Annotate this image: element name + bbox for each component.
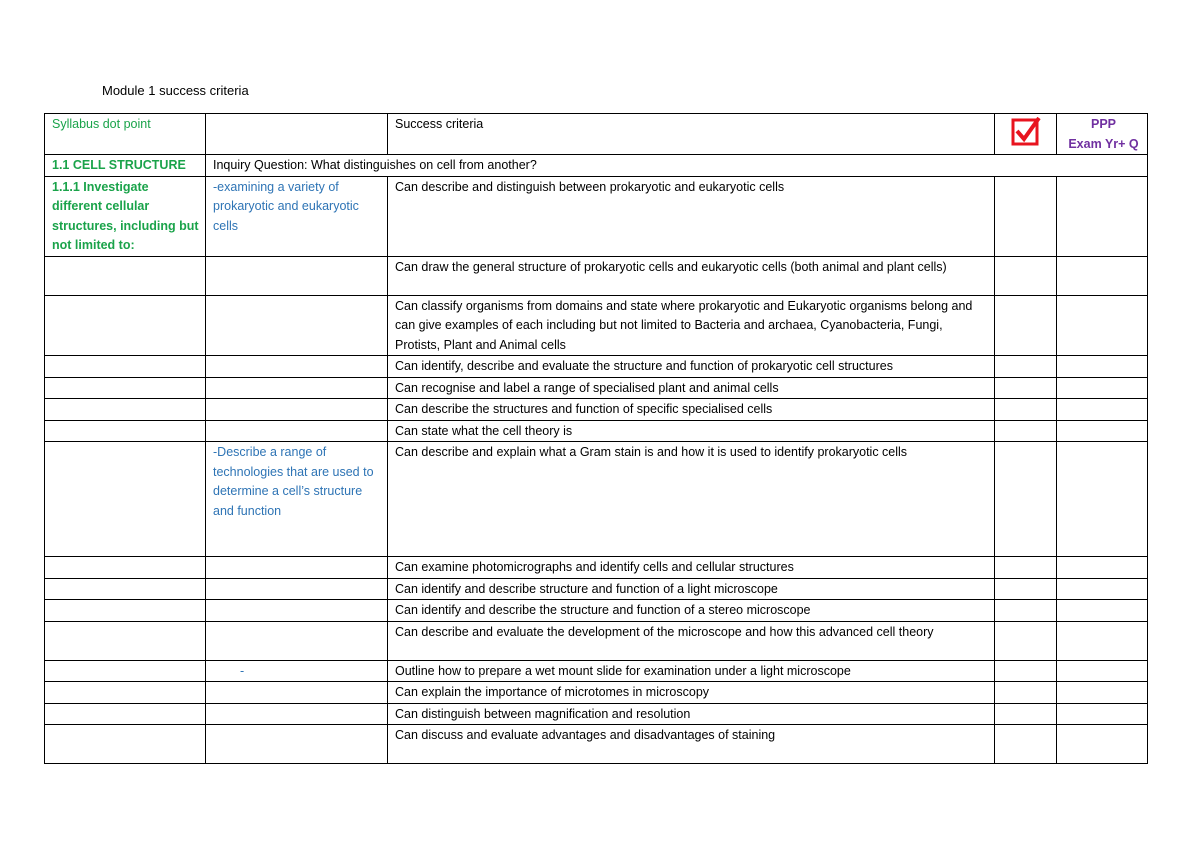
criterion-cell: Can describe and evaluate the development of the microscope and how this advanced cell theory (388, 621, 995, 660)
exam-label: Exam Yr+ Q (1068, 136, 1139, 151)
table-row (45, 295, 1148, 356)
criterion-cell: Can identify and describe structure and function of a light microscope (388, 578, 995, 600)
section-code: 1.1 CELL STRUCTURE (45, 155, 206, 177)
content-point: -Describe a range of technologies that are used to determine a cell’s structure and function (206, 442, 388, 557)
ppp-label: PPP (1090, 117, 1116, 131)
table-row (45, 682, 1148, 704)
criterion-cell: Can describe and explain what a Gram stain is and how it is used to identify prokaryotic cells (388, 442, 995, 557)
success-criteria-table (44, 113, 1148, 764)
criterion-cell: Can describe the structures and function of specific specialised cells (388, 399, 995, 421)
criterion-cell: Can examine photomicrographs and identify cells and cellular structures (388, 557, 995, 579)
criterion-cell: Can recognise and label a range of specialised plant and animal cells (388, 377, 995, 399)
ppp-cell (1057, 176, 1148, 256)
table-row (45, 356, 1148, 378)
table-row (45, 557, 1148, 579)
content-point: -examining a variety of prokaryotic and eukaryotic cells (206, 176, 388, 256)
table-row (45, 377, 1148, 399)
criterion-cell: Can distinguish between magnification and resolution (388, 703, 995, 725)
table-row (45, 725, 1148, 764)
ppp-header (1057, 114, 1148, 155)
table-row (45, 621, 1148, 660)
table-row (45, 176, 1148, 256)
document-title: Module 1 success criteria (102, 83, 249, 98)
criterion-cell: Can identify, describe and evaluate the structure and function of prokaryotic cell structures (388, 356, 995, 378)
criterion-cell: Can draw the general structure of prokaryotic cells and eukaryotic cells (both animal and plant cells) (388, 256, 995, 295)
table-row (45, 399, 1148, 421)
criterion-cell: Can classify organisms from domains and state where prokaryotic and Eukaryotic organisms belong and can give examples of each including but not limited to Bacteria and archaea, Cyanobacteria, Fungi, Protists, Plant and Animal cells (388, 295, 995, 356)
check-header (995, 114, 1057, 155)
content-point: - (206, 660, 388, 682)
criterion-cell: Can explain the importance of microtomes in microscopy (388, 682, 995, 704)
content-header (206, 114, 388, 155)
table-row (45, 420, 1148, 442)
table-row (45, 703, 1148, 725)
table-row (45, 442, 1148, 557)
criterion-cell: Can describe and distinguish between prokaryotic and eukaryotic cells (388, 176, 995, 256)
criterion-cell: Outline how to prepare a wet mount slide for examination under a light microscope (388, 660, 995, 682)
success-criteria-header: Success criteria (388, 114, 995, 155)
table-row (45, 578, 1148, 600)
table-row (45, 256, 1148, 295)
table-row (45, 660, 1148, 682)
table-header-row (45, 114, 1148, 155)
criterion-cell: Can state what the cell theory is (388, 420, 995, 442)
check-box-icon (1011, 117, 1041, 147)
syllabus-point: 1.1.1 Investigate different cellular structures, including but not limited to: (45, 176, 206, 256)
check-cell (995, 176, 1057, 256)
table-row (45, 600, 1148, 622)
inquiry-question: Inquiry Question: What distinguishes on cell from another? (206, 155, 1148, 177)
syllabus-header: Syllabus dot point (45, 114, 206, 155)
section-row (45, 155, 1148, 177)
criterion-cell: Can identify and describe the structure and function of a stereo microscope (388, 600, 995, 622)
criterion-cell: Can discuss and evaluate advantages and disadvantages of staining (388, 725, 995, 764)
